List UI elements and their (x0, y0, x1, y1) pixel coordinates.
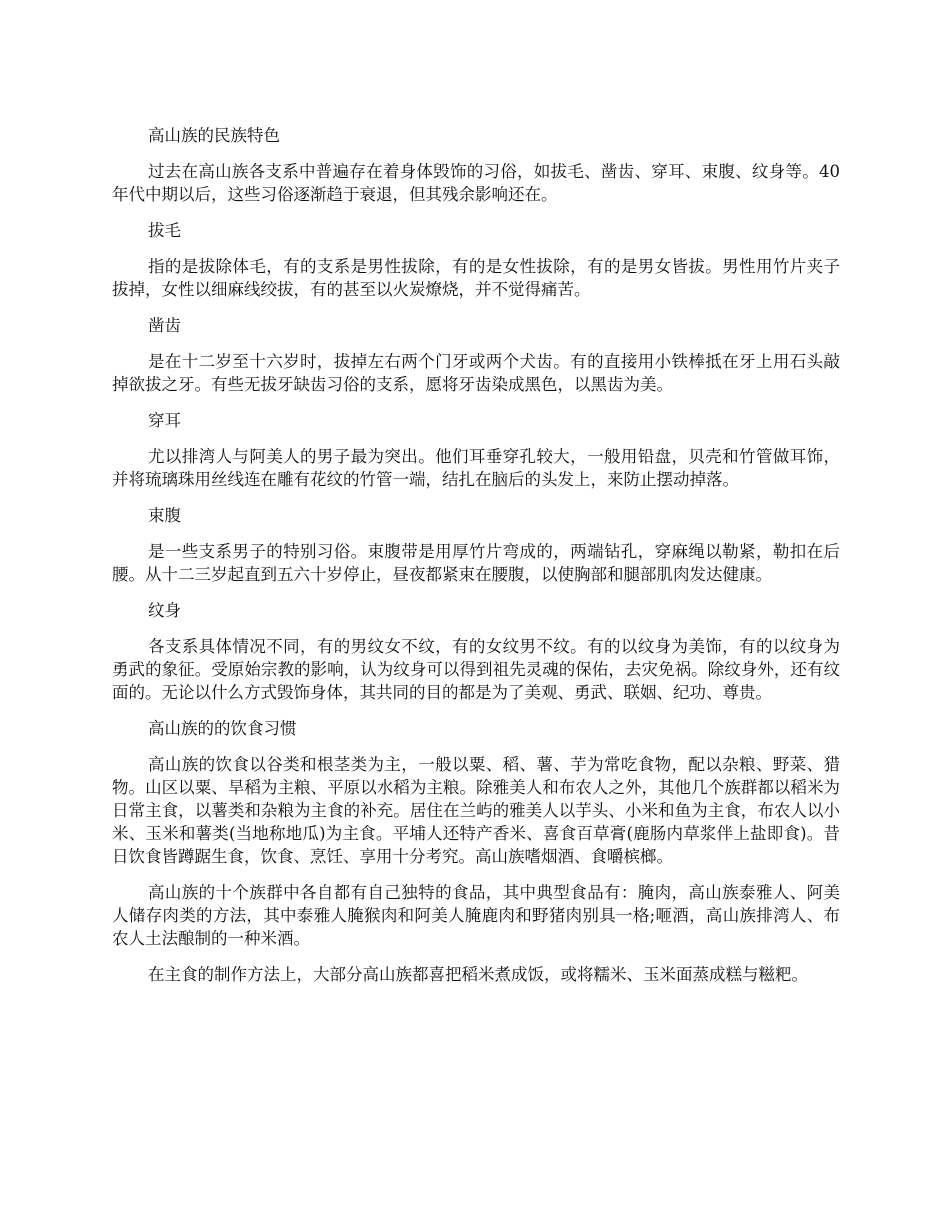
section-heading-tattoo: 纹身 (148, 601, 181, 620)
food-paragraph: 高山族的饮食以谷类和根茎类为主，一般以粟、稻、薯、芋为常吃食物，配以杂粮、野菜、猎物。山区以粟、旱稻为主粮、平原以水稻为主粮。除雅美人和布农人之外，其他几个族群都以稻米为日常主食，以薯类和杂粮为主食的补充。居住在兰屿的雅美人以芋头、小米和鱼为主食，布农人以小米、玉米和薯类(当地称地瓜)为主食。平埔人还特产香米、喜食百草膏(鹿肠内草浆伴上盐即食)。昔日饮食皆蹲踞生食，饮食、烹饪、享用十分考究。高山族嗜烟酒、食嚼槟榔。 (112, 755, 840, 866)
food-paragraph: 在主食的制作方法上，大部分高山族都喜把稻米煮成饭，或将糯米、玉米面蒸成糕与糍粑。 (148, 965, 808, 984)
document-body (112, 124, 840, 999)
section-heading-waist-binding: 束腹 (148, 506, 181, 525)
section-heading-hair-removal: 拔毛 (148, 221, 181, 240)
section-text-hair-removal: 指的是拔除体毛，有的支系是男性拔除，有的是女性拔除，有的是男女皆拔。男性用竹片夹子拔掉，女性以细麻线绞拔，有的甚至以火炭燎烧，并不觉得痛苦。 (112, 257, 840, 299)
section-heading-tooth-removal: 凿齿 (148, 316, 181, 335)
section-text-tooth-removal: 是在十二岁至十六岁时，拔掉左右两个门牙或两个犬齿。有的直接用小铁棒抵在牙上用石头敲掉欲拔之牙。有些无拔牙缺齿习俗的支系，愿将牙齿染成黑色，以黑齿为美。 (112, 352, 840, 394)
document-title: 高山族的民族特色 (148, 126, 280, 145)
section-text-tattoo: 各支系具体情况不同，有的男纹女不纹，有的女纹男不纹。有的以纹身为美饰，有的以纹身为勇武的象征。受原始宗教的影响，认为纹身可以得到祖先灵魂的保佑，去灾免祸。除纹身外，还有纹面的。无论以什么方式毁饰身体，其共同的目的都是为了美观、勇武、联姻、纪功、尊贵。 (112, 637, 840, 702)
section-text-waist-binding: 是一些支系男子的特别习俗。束腹带是用厚竹片弯成的，两端钻孔，穿麻绳以勒紧，勒扣在后腰。从十二三岁起直到五六十岁停止，昼夜都紧束在腰腹，以使胸部和腿部肌肉发达健康。 (112, 542, 840, 584)
section-text-ear-piercing: 尤以排湾人与阿美人的男子最为突出。他们耳垂穿孔较大，一般用铅盘，贝壳和竹管做耳饰，并将琉璃珠用丝线连在雕有花纹的竹管一端，结扎在脑后的头发上，来防止摆动掉落。 (112, 447, 840, 489)
food-paragraph: 高山族的十个族群中各自都有自己独特的食品，其中典型食品有：腌肉，高山族泰雅人、阿美人储存肉类的方法，其中泰雅人腌猴肉和阿美人腌鹿肉和野猪肉别具一格;咂酒，高山族排湾人、布农人土法酿制的一种米酒。 (112, 883, 840, 948)
food-heading: 高山族的的饮食习惯 (148, 719, 297, 738)
section-heading-ear-piercing: 穿耳 (148, 411, 181, 430)
intro-paragraph: 过去在高山族各支系中普遍存在着身体毁饰的习俗，如拔毛、凿齿、穿耳、束腹、纹身等。40年代中期以后，这些习俗逐渐趋于衰退，但其残余影响还在。 (112, 162, 840, 204)
